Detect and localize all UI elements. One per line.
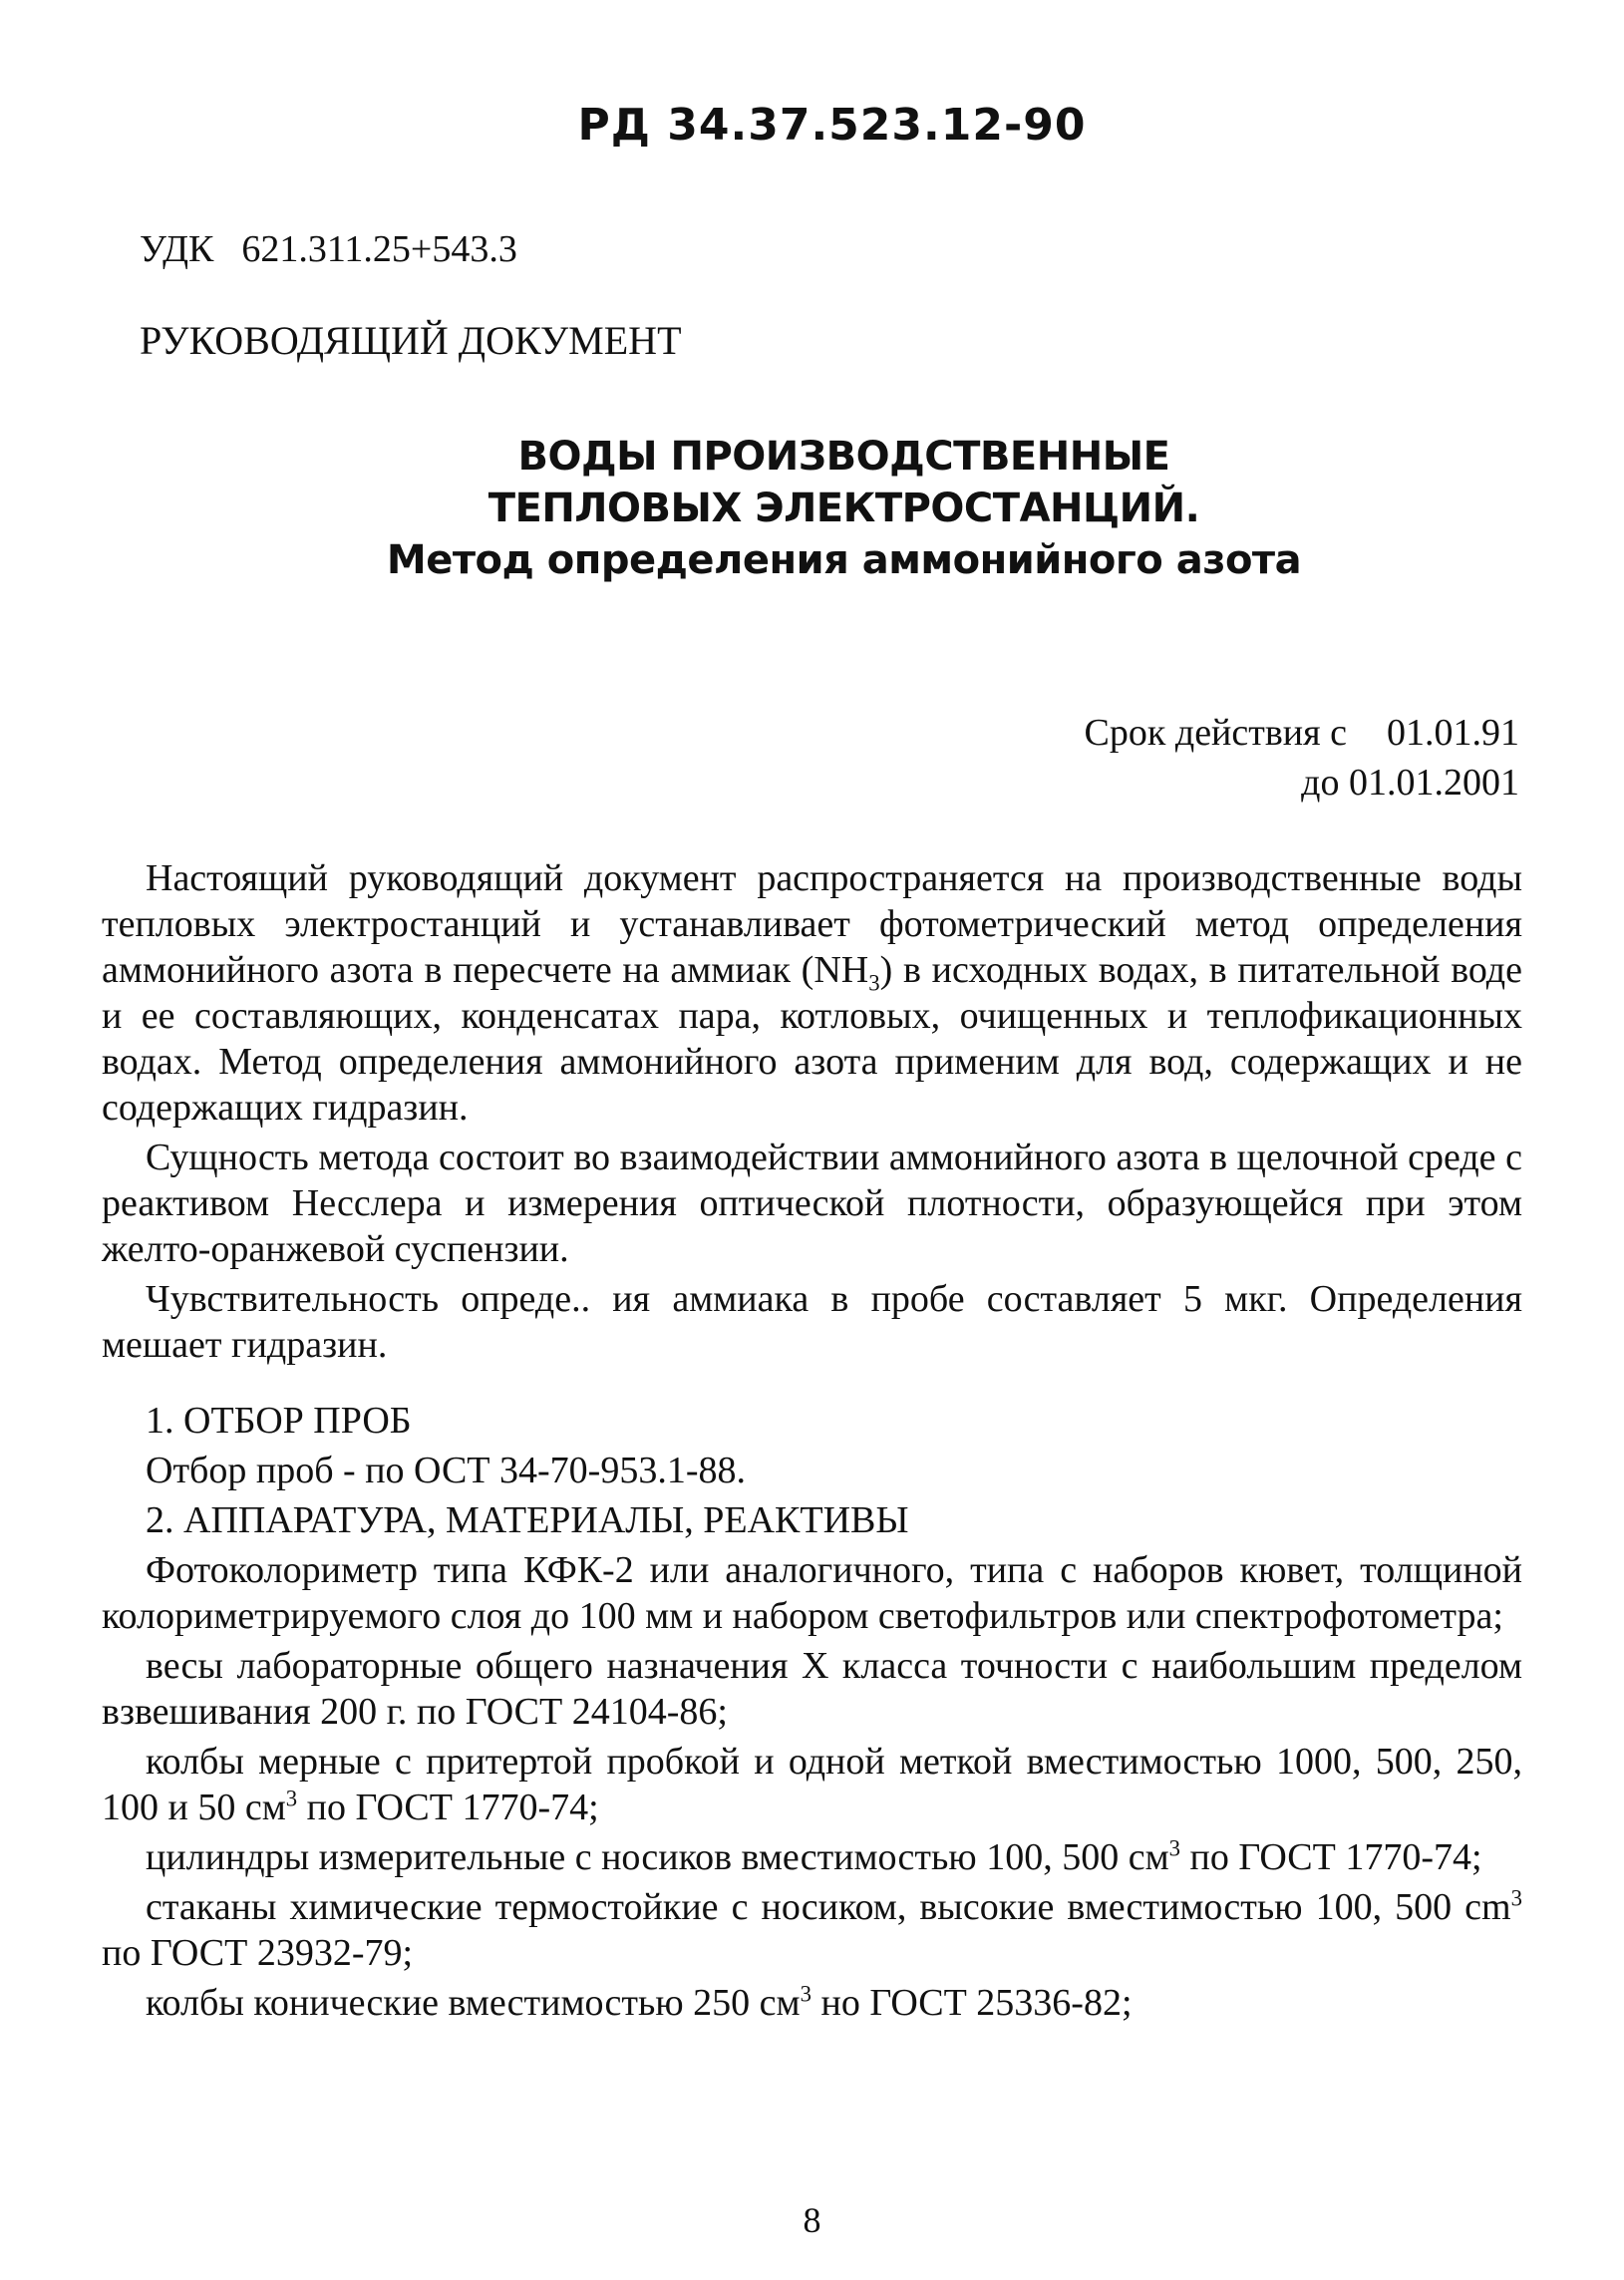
title-line-2: ТЕПЛОВЫХ ЭЛЕКТРОСТАНЦИЙ.: [487, 486, 1200, 531]
item5-superscript: 3: [1510, 1885, 1522, 1911]
section-2-item-5: [102, 1884, 1522, 1976]
intro-paragraph-3: Чувствительность опреде.. ия аммиака в пробе составляет 5 мкг. Определения мешает гидразин.: [102, 1278, 1522, 1366]
validity-from: [1085, 708, 1519, 758]
section-2-heading: 2. АППАРАТУРА, МАТЕРИАЛЫ, РЕАКТИВЫ: [146, 1499, 909, 1541]
item6-superscript: 3: [800, 1981, 812, 2007]
section-2-item-2: весы лабораторные общего назначения X класса точности с наибольшим пределом взвешивания 200 г. по ГОСТ 24104-86;: [102, 1645, 1522, 1733]
item5-text-a: стаканы химические термостойкие с носиком, высокие вместимостью 100, 500 cm: [146, 1886, 1511, 1928]
page-number: 8: [803, 2200, 821, 2240]
validity-period: [1085, 708, 1519, 808]
validity-from-date: 01.01.91: [1387, 712, 1519, 754]
section-2-item-4: [102, 1834, 1522, 1880]
validity-to: до 01.01.2001: [1301, 762, 1519, 804]
intro-paragraph-2: Сущность метода состоит во взаимодействии аммонийного азота в щелочной среде с реактивом Несслера и измерения оптической плотности, образующейся при этом желто-оранжевой суспензии.: [102, 1137, 1522, 1270]
document-type: РУКОВОДЯЩИЙ ДОКУМЕНТ: [140, 318, 682, 363]
item3-text-b: по ГОСТ 1770-74;: [297, 1787, 599, 1828]
item4-superscript: 3: [1168, 1835, 1181, 1861]
section-1-text: Отбор проб - по ОСТ 34-70-953.1-88.: [146, 1450, 746, 1491]
intro-paragraph-1: [102, 855, 1522, 1131]
nh3-subscript: 3: [868, 970, 880, 996]
udk-line: [140, 227, 517, 271]
intro-p1-text-b: ) в исходных водах, в питательной воде и ее составляющих, конденсатах пара, котловых, очищенных и теплофикационных водах. Метод определения аммонийного азота применим для вод, содержащих и не содержащих гидразин.: [102, 949, 1522, 1129]
validity-from-label: Срок действия с: [1084, 712, 1347, 754]
document-title: [0, 431, 1624, 586]
document-body: [102, 855, 1522, 2030]
title-line-3: Метод определения аммонийного азота: [386, 537, 1302, 583]
title-line-1: ВОДЫ ПРОИЗВОДСТВЕННЫЕ: [517, 434, 1170, 480]
udk-label: УДК: [140, 228, 214, 270]
section-1-heading: 1. ОТБОР ПРОБ: [146, 1400, 412, 1442]
item6-text-b: но ГОСТ 25336-82;: [811, 1982, 1133, 2024]
section-2-item-6: [102, 1980, 1522, 2026]
intro-p1-text-a: Настоящий руководящий документ распространяется на производственные воды тепловых электростанций и устанавливает фотометрический метод определения аммонийного азота в пересчете на аммиак (NH: [102, 857, 1522, 991]
item4-text-a: цилиндры измерительные с носиков вместимостью 100, 500 см: [146, 1836, 1169, 1878]
section-2-item-3: [102, 1739, 1522, 1830]
udk-value: 621.311.25+543.3: [241, 228, 517, 270]
section-2-item-1: Фотоколориметр типа КФК-2 или аналогичного, типа с наборов кювет, толщиной колориметрируемого слоя до 100 мм и набором светофильтров или спектрофотометра;: [102, 1549, 1522, 1637]
document-code: РД 34.37.523.12-90: [577, 100, 1087, 151]
item3-text-a: колбы мерные с притертой пробкой и одной меткой вместимостью 1000, 500, 250, 100 и 50 см: [102, 1741, 1522, 1828]
item4-text-b: по ГОСТ 1770-74;: [1180, 1836, 1482, 1878]
item3-superscript: 3: [285, 1786, 298, 1811]
item6-text-a: колбы конические вместимостью 250 см: [146, 1982, 801, 2024]
item5-text-b: по ГОСТ 23932-79;: [102, 1932, 414, 1974]
